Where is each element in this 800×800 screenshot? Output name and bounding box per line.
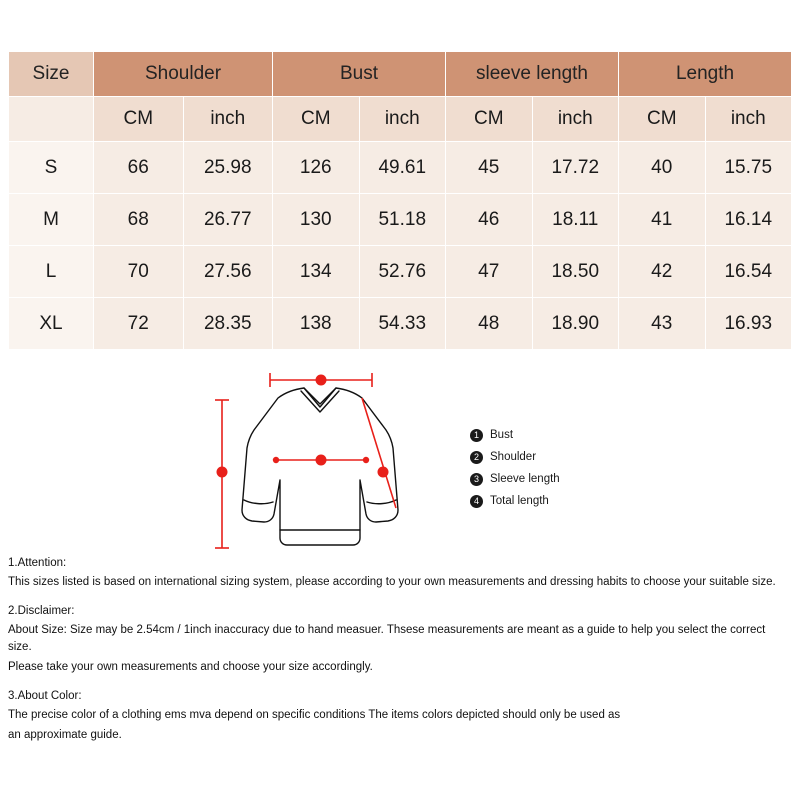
cell-length-cm: 42 xyxy=(619,246,706,298)
header-unit-cm-length: CM xyxy=(619,97,706,142)
disclaimer-body-1: About Size: Size may be 2.54cm / 1inch inaccuracy due to hand measuer. Thsese measurements are meant as a guide to help you select the correct size. xyxy=(8,624,766,653)
marker-shoulder-icon xyxy=(316,375,327,386)
header-bust: Bust xyxy=(273,52,446,97)
cell-shoulder-inch: 25.98 xyxy=(183,142,273,194)
size-chart-table xyxy=(8,51,792,350)
cell-shoulder-cm: 66 xyxy=(94,142,184,194)
measurement-legend xyxy=(470,428,650,516)
disclaimer-body-2: Please take your own measurements and choose your size accordingly. xyxy=(8,661,373,673)
legend-item-shoulder xyxy=(470,450,650,464)
header-length: Length xyxy=(619,52,792,97)
legend-bullet-3-icon: 3 xyxy=(470,473,483,486)
cell-bust-cm: 130 xyxy=(273,194,360,246)
attention-body: This sizes listed is based on international sizing system, please according to your own measurements and dressing habits to choose your suitable size. xyxy=(8,576,776,588)
cell-sleeve-inch: 18.11 xyxy=(532,194,619,246)
cell-bust-inch: 54.33 xyxy=(359,298,446,350)
measure-markers xyxy=(217,375,389,478)
header-unit-inch-length: inch xyxy=(705,97,792,142)
cell-sleeve-cm: 48 xyxy=(446,298,533,350)
row-size-label: L xyxy=(9,246,94,298)
marker-sleeve-length-icon xyxy=(378,467,389,478)
legend-label-bust: Bust xyxy=(490,429,514,441)
row-size-label: S xyxy=(9,142,94,194)
marker-bust-icon xyxy=(316,455,327,466)
table-row xyxy=(9,142,792,194)
legend-item-total-length xyxy=(470,494,650,508)
garment-svg xyxy=(200,360,440,565)
table-row xyxy=(9,194,792,246)
cell-length-inch: 16.93 xyxy=(705,298,792,350)
cell-bust-inch: 51.18 xyxy=(359,194,446,246)
header-shoulder: Shoulder xyxy=(94,52,273,97)
cell-sleeve-inch: 17.72 xyxy=(532,142,619,194)
legend-item-bust xyxy=(470,428,650,442)
cell-shoulder-inch: 26.77 xyxy=(183,194,273,246)
about-color-body-2: an approximate guide. xyxy=(8,729,122,741)
cell-length-inch: 16.14 xyxy=(705,194,792,246)
legend-bullet-2-icon: 2 xyxy=(470,451,483,464)
cell-length-cm: 43 xyxy=(619,298,706,350)
table-header-units-row xyxy=(9,97,792,142)
table-header-main-row xyxy=(9,52,792,97)
notes-spacer xyxy=(8,679,792,689)
row-size-label: M xyxy=(9,194,94,246)
marker-total-length-icon xyxy=(217,467,228,478)
cell-length-inch: 15.75 xyxy=(705,142,792,194)
cell-shoulder-cm: 72 xyxy=(94,298,184,350)
cell-length-cm: 41 xyxy=(619,194,706,246)
cell-sleeve-inch: 18.50 xyxy=(532,246,619,298)
notes-spacer xyxy=(8,594,792,604)
sweater-outline xyxy=(242,388,398,545)
cell-shoulder-cm: 70 xyxy=(94,246,184,298)
table-row xyxy=(9,246,792,298)
cell-bust-inch: 49.61 xyxy=(359,142,446,194)
cell-bust-cm: 134 xyxy=(273,246,360,298)
legend-bullet-4-icon: 4 xyxy=(470,495,483,508)
cell-sleeve-cm: 46 xyxy=(446,194,533,246)
cell-bust-cm: 138 xyxy=(273,298,360,350)
header-unit-cm-sleeve: CM xyxy=(446,97,533,142)
header-unit-inch-sleeve: inch xyxy=(532,97,619,142)
cell-bust-inch: 52.76 xyxy=(359,246,446,298)
row-size-label: XL xyxy=(9,298,94,350)
about-color-body-1: The precise color of a clothing ems mva depend on specific conditions The items colors depicted should only be used as xyxy=(8,709,621,721)
header-unit-inch-shoulder: inch xyxy=(183,97,273,142)
cell-length-inch: 16.54 xyxy=(705,246,792,298)
notes-section xyxy=(8,556,792,747)
cell-bust-cm: 126 xyxy=(273,142,360,194)
garment-measurement-diagram xyxy=(200,360,440,565)
marker-bust-right-icon xyxy=(363,457,369,463)
legend-label-sleeve-length: Sleeve length xyxy=(490,473,560,485)
cell-shoulder-inch: 28.35 xyxy=(183,298,273,350)
cell-sleeve-cm: 47 xyxy=(446,246,533,298)
cell-shoulder-cm: 68 xyxy=(94,194,184,246)
header-unit-cm-shoulder: CM xyxy=(94,97,184,142)
cell-sleeve-inch: 18.90 xyxy=(532,298,619,350)
disclaimer-title: 2.Disclaimer: xyxy=(8,605,75,617)
cell-sleeve-cm: 45 xyxy=(446,142,533,194)
header-size: Size xyxy=(9,52,94,97)
legend-label-total-length: Total length xyxy=(490,495,549,507)
header-sleeve-length: sleeve length xyxy=(446,52,619,97)
about-color-title: 3.About Color: xyxy=(8,690,82,702)
header-unit-cm-bust: CM xyxy=(273,97,360,142)
table-row xyxy=(9,298,792,350)
attention-title: 1.Attention: xyxy=(8,557,67,569)
legend-label-shoulder: Shoulder xyxy=(490,451,537,463)
cell-length-cm: 40 xyxy=(619,142,706,194)
legend-bullet-1-icon: 1 xyxy=(470,429,483,442)
cell-shoulder-inch: 27.56 xyxy=(183,246,273,298)
header-unit-inch-bust: inch xyxy=(359,97,446,142)
legend-item-sleeve-length xyxy=(470,472,650,486)
header-unit-blank xyxy=(9,97,94,142)
marker-bust-left-icon xyxy=(273,457,279,463)
